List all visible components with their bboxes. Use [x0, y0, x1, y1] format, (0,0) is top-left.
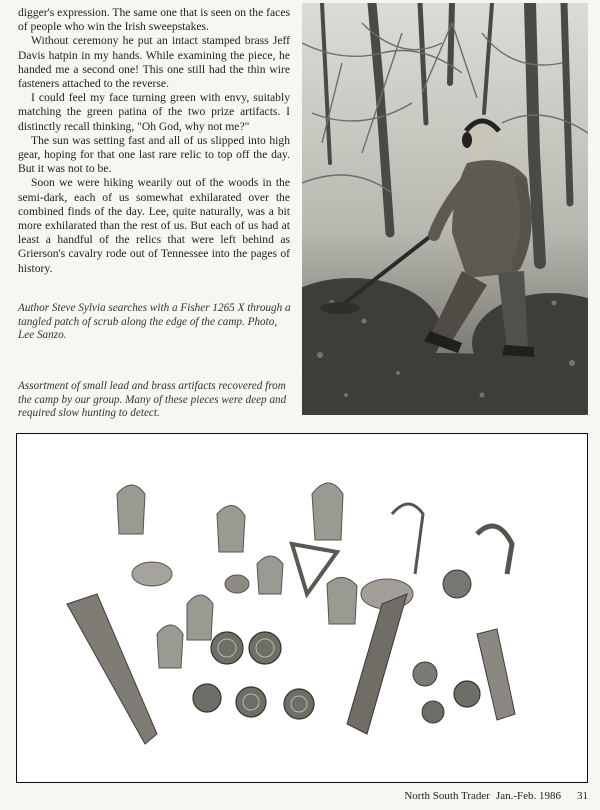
- page-footer: [360, 790, 588, 802]
- artifacts-photo-frame: [16, 433, 588, 783]
- article-paragraph: Without ceremony he put an intact stamped brass Jeff Davis hatpin in my hands. While examining the piece, he handed me a second one! This one still had the thin wire fasteners attached to the reverse.: [18, 34, 290, 91]
- article-paragraph: digger's expression. The same one that is seen on the faces of people who win the Irish sweepstakes.: [18, 6, 290, 34]
- article-paragraph: Soon we were hiking wearily out of the woods in the semi-dark, each of us somewhat exhilarated over the combined finds of the day. Lee, quite naturally, was a bit more exhilarated than the rest of us. But each of us had at least a handful of the relics that were left behind as Grierson's cavalry rode out of Tennessee into the pages of history.: [18, 176, 290, 275]
- publication-name: North South Trader: [404, 790, 490, 802]
- artifacts-photo-caption: Assortment of small lead and brass artifacts recovered from the camp by our group. Many of these pieces were deep and required slow hunting to detect.: [18, 380, 287, 420]
- article-paragraph: I could feel my face turning green with envy, suitably matching the green patina of the two prize artifacts. I distinctly recall thinking, "Oh God, why not me?": [18, 91, 290, 133]
- article-paragraph: The sun was setting fast and all of us slipped into high gear, hoping for that one last rare relic to top off the day. But it was not to be.: [18, 133, 290, 176]
- article-body: [18, 6, 290, 276]
- author-photo-caption: Author Steve Sylvia searches with a Fisher 1265 X through a tangled patch of scrub along the edge of the camp. Photo, Lee Sanzo.: [18, 302, 291, 342]
- page-number: 31: [577, 790, 588, 802]
- artifacts-photo: [37, 454, 567, 760]
- issue-date: Jan.-Feb. 1986: [495, 790, 561, 802]
- author-searching-photo: [302, 3, 588, 415]
